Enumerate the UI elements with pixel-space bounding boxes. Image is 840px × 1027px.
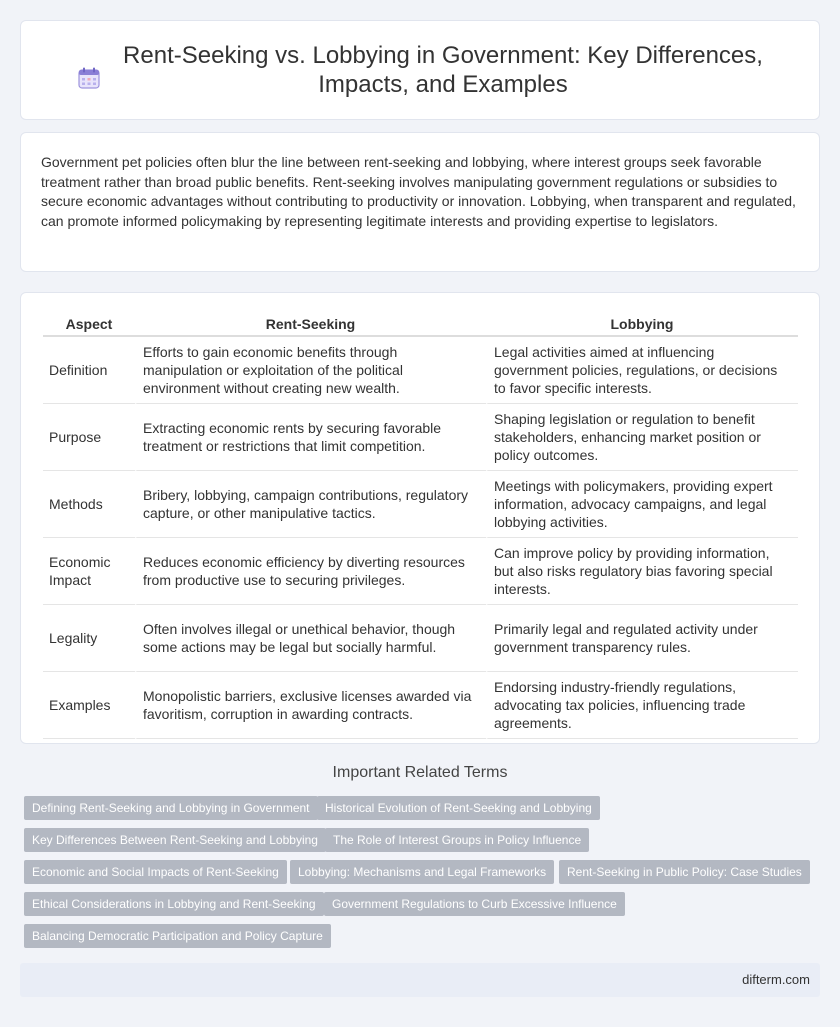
- related-term-tag[interactable]: Government Regulations to Curb Excessive Influence: [324, 892, 625, 916]
- related-term-tag[interactable]: Defining Rent-Seeking and Lobbying in Government: [24, 796, 318, 820]
- title-card: [20, 20, 820, 120]
- table-row: [43, 471, 798, 538]
- aspect-cell: Examples: [43, 672, 135, 739]
- table-row: [43, 538, 798, 605]
- comparison-card: [20, 292, 820, 744]
- lobbying-cell: Legal activities aimed at influencing government policies, regulations, or decisions to favor specific interests.: [486, 337, 798, 404]
- header-aspect: Aspect: [43, 311, 135, 337]
- table-row: [43, 404, 798, 471]
- related-term-tag[interactable]: Rent-Seeking in Public Policy: Case Studies: [559, 860, 810, 884]
- aspect-cell: Economic Impact: [43, 538, 135, 605]
- table-header-row: [43, 311, 798, 337]
- calendar-icon: [77, 66, 101, 90]
- related-term-tag[interactable]: Key Differences Between Rent-Seeking and Lobbying: [24, 828, 326, 852]
- lobbying-cell: Shaping legislation or regulation to benefit stakeholders, enhancing market position or policy outcomes.: [486, 404, 798, 471]
- related-term-tag[interactable]: Balancing Democratic Participation and Policy Capture: [24, 924, 331, 948]
- rent-seeking-cell: Reduces economic efficiency by diverting resources from productive use to securing privileges.: [135, 538, 486, 605]
- table-row: [43, 605, 798, 672]
- table-row: [43, 672, 798, 739]
- related-terms-title: Important Related Terms: [332, 764, 508, 781]
- rent-seeking-cell: Bribery, lobbying, campaign contributions, regulatory capture, or other manipulative tactics.: [135, 471, 486, 538]
- related-term-tag[interactable]: Lobbying: Mechanisms and Legal Frameworks: [290, 860, 554, 884]
- aspect-cell: Methods: [43, 471, 135, 538]
- lobbying-cell: Endorsing industry-friendly regulations, advocating tax policies, influencing trade agreements.: [486, 672, 798, 739]
- rent-seeking-cell: Extracting economic rents by securing favorable treatment or restrictions that limit competition.: [135, 404, 486, 471]
- aspect-cell: Definition: [43, 337, 135, 404]
- rent-seeking-cell: Often involves illegal or unethical behavior, though some actions may be legal but socially harmful.: [135, 605, 486, 672]
- footer-site-link[interactable]: difterm.com: [742, 972, 810, 987]
- intro-card: [20, 132, 820, 272]
- page-title: Rent-Seeking vs. Lobbying in Government: Key Differences, Impacts, and Examples: [123, 42, 763, 98]
- related-term-tag[interactable]: Historical Evolution of Rent-Seeking and Lobbying: [317, 796, 600, 820]
- aspect-cell: Purpose: [43, 404, 135, 471]
- related-term-tag[interactable]: Economic and Social Impacts of Rent-Seeking: [24, 860, 287, 884]
- intro-paragraph: Government pet policies often blur the line between rent-seeking and lobbying, where interest groups seek favorable treatment rather than broad public benefits. Rent-seeking involves manipulating government regulations or subsidies to secure economic advantages without contributing to productivity or innovation. Lobbying, when transparent and regulated, can promote informed policymaking by representing legitimate interests and providing expertise to legislators.: [41, 154, 796, 229]
- title-wrap: [21, 41, 819, 99]
- header-rent-seeking: Rent-Seeking: [135, 311, 486, 337]
- table-row: [43, 337, 798, 404]
- aspect-cell: Legality: [43, 605, 135, 672]
- related-term-tag[interactable]: Ethical Considerations in Lobbying and Rent-Seeking: [24, 892, 324, 916]
- rent-seeking-cell: Monopolistic barriers, exclusive licenses awarded via favoritism, corruption in awarding contracts.: [135, 672, 486, 739]
- lobbying-cell: Primarily legal and regulated activity under government transparency rules.: [486, 605, 798, 672]
- footer: [20, 963, 820, 997]
- comparison-table: [43, 311, 798, 739]
- lobbying-cell: Can improve policy by providing information, but also risks regulatory bias favoring special interests.: [486, 538, 798, 605]
- rent-seeking-cell: Efforts to gain economic benefits through manipulation or exploitation of the political environment without creating new wealth.: [135, 337, 486, 404]
- lobbying-cell: Meetings with policymakers, providing expert information, advocacy campaigns, and legal lobbying activities.: [486, 471, 798, 538]
- header-lobbying: Lobbying: [486, 311, 798, 337]
- related-term-tag[interactable]: The Role of Interest Groups in Policy Influence: [325, 828, 589, 852]
